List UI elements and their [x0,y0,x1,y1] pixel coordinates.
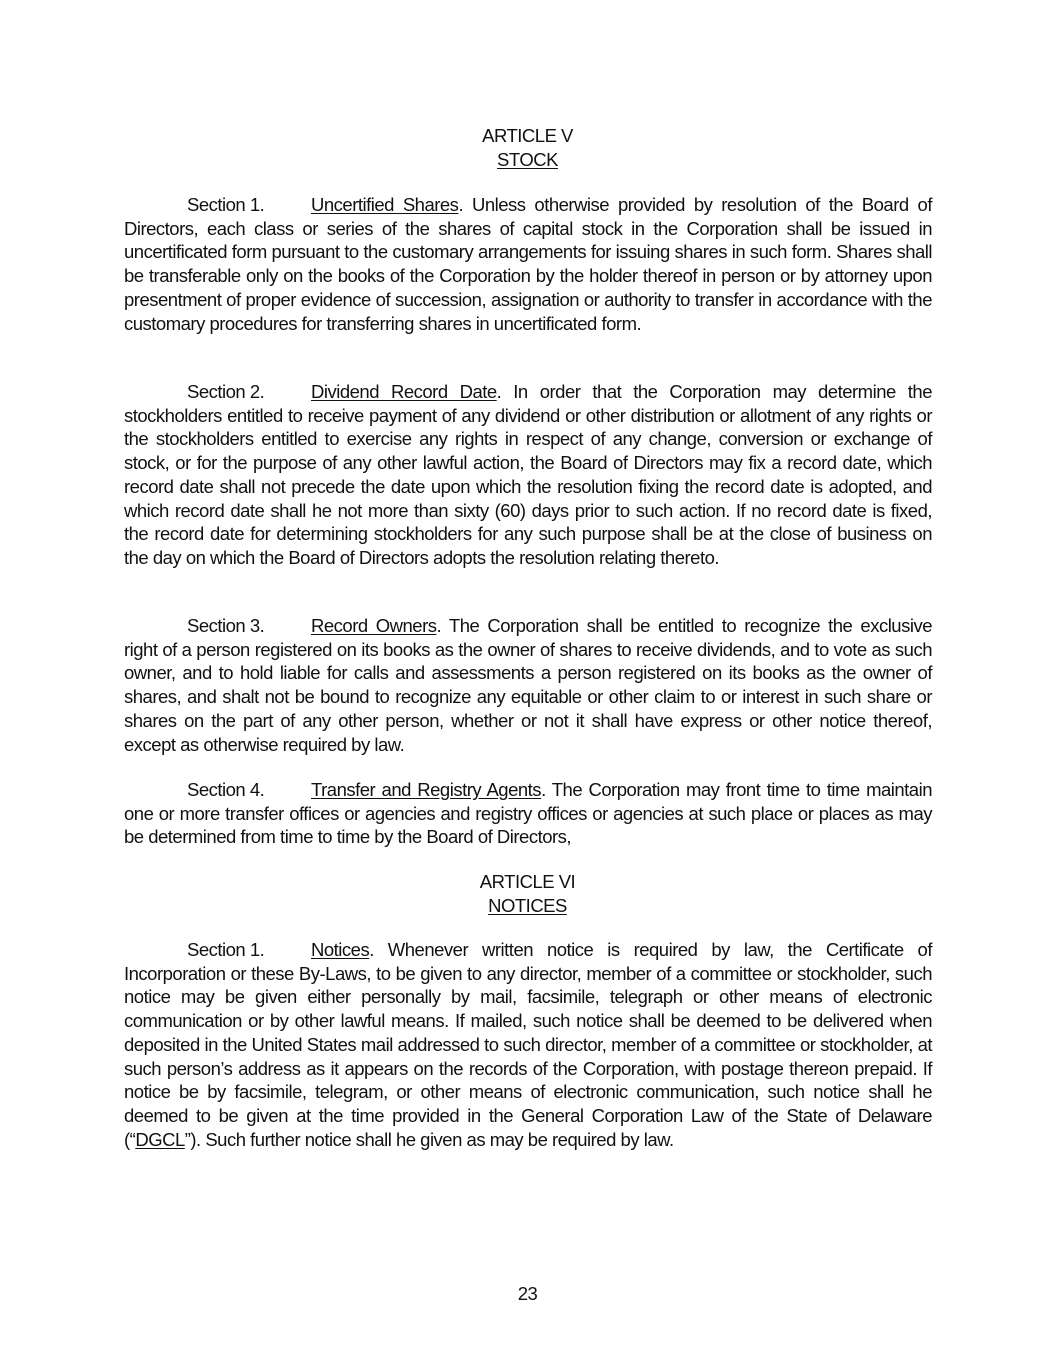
section-stock-1: Section 1. Uncertified Shares. Unless otherwise provided by resolution of the Board of Directors, each class or series of the shares of capital stock in the Corporation shall be issued in uncertificated form pursuant to the customary arrangements for issuing shares in such form. Shares shall be transferable only on the books of the Corporation by the holder thereof in person or by attorney upon presentment of proper evidence of succession, assignation or authority to transfer in accordance with the customary procedures for transferring shares in uncertificated form. [124,194,932,334]
section-heading: Dividend Record Date [311,381,497,402]
article-v-subtitle: STOCK [497,149,558,170]
article-vi-title: ARTICLE VI [479,871,576,892]
section-stock-2: Section 2. Dividend Record Date. In order that the Corporation may determine the stockholders entitled to receive payment of any dividend or other distribution or allotment of any rights or the stockholders entitled to exercise any rights in respect of any change, conversion or exchange of stock, or for the purpose of any other lawful action, the Board of Directors may fix a record date, which record date shall not precede the date upon which the resolution fixing the record date is adopted, and which record date shall he not more than sixty (60) days prior to such action. If no record date is fixed, the record date for determining stockholders for any such purpose shall be at the close of business on the day on which the Board of Directors adopts the resolution relating thereto. [124,381,932,568]
article-vi-subtitle: NOTICES [488,895,567,916]
article-v-title: ARTICLE V [482,125,573,146]
page-number: 23 [517,1283,538,1304]
defined-term: DGCL [135,1128,185,1150]
section-stock-3: Section 3. Record Owners. The Corporation shall be entitled to recognize the exclusive right of a person registered on its books as the owner of shares to receive dividends, and to vote as such owner, and to hold liable for calls and assessments a person registered on its books as the owner of shares, and shalt not be bound to recognize any equitable or other claim to or interest in such share or shares on the part of any other person, whether or not it shall have express or other notice thereof, except as otherwise required by law. [124,615,932,755]
section-heading: Notices [311,939,370,960]
section-heading: Uncertified Shares [311,194,459,215]
section-notices-1: Section 1. Notices. Whenever written notice is required by law, the Certificate of Incorporation or these By-Laws, to be given to any director, member of a committee or stockholder, such notice may be given either personally by mail, facsimile, telegraph or other means of electronic communication or by other lawful means. If mailed, such notice shall be deemed to be delivered when deposited in the United States mail addressed to such director, member of a committee or stockholder, at such person’s address as it appears on the records of the Corporation, with postage thereon prepaid. If notice be by facsimile, telegram, or other means of electronic communication, such notice shall he deemed to be given at the time provided in the General Corporation Law of the State of Delaware (“DGCL”). Such further notice shall he given as may be required by law. [124,939,932,1150]
section-heading: Record Owners [311,615,437,636]
section-heading: Transfer and Registry Agents [311,779,542,800]
section-stock-4: Section 4. Transfer and Registry Agents. The Corporation may front time to time maintain one or more transfer offices or agencies and registry offices or agencies at such place or places as may be determined from time to time by the Board of Directors, [124,779,932,848]
